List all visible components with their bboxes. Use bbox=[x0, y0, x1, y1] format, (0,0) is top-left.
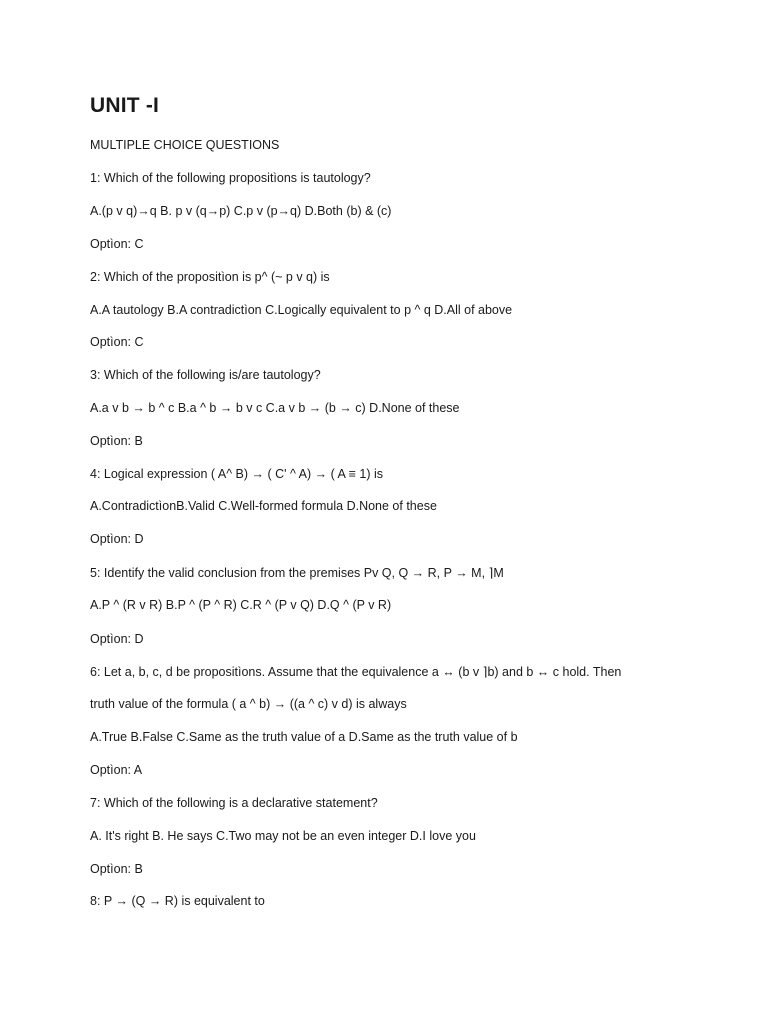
question-8: 8: P → (Q → R) is equivalent to bbox=[90, 894, 265, 908]
question-3: 3: Which of the following is/are tautology? bbox=[90, 368, 321, 382]
options-7: A. It's right B. He says C.Two may not be an even integer D.I love you bbox=[90, 829, 476, 843]
section-heading: MULTIPLE CHOICE QUESTIONS bbox=[90, 138, 280, 152]
options-1: A.(p v q)→q B. p v (q→p) C.p v (p→q) D.Both (b) & (c) bbox=[90, 204, 392, 218]
question-2: 2: Which of the propositìon is p^ (~ p v q) is bbox=[90, 270, 330, 284]
question-4: 4: Logical expression ( A^ B) → ( C' ^ A) → ( A ≡ 1) is bbox=[90, 467, 384, 481]
options-6: A.True B.False C.Same as the truth value of a D.Same as the truth value of b bbox=[90, 730, 518, 744]
answer-3: Optìon: B bbox=[90, 434, 143, 448]
question-7: 7: Which of the following is a declarative statement? bbox=[90, 796, 378, 810]
answer-4: Optìon: D bbox=[90, 532, 144, 546]
question-6-part-2: truth value of the formula ( a ^ b) → ((a ^ c) v d) is always bbox=[90, 697, 407, 711]
question-1: 1: Which of the following propositìons is tautology? bbox=[90, 171, 371, 185]
options-3: A.a v b → b ^ c B.a ^ b → b v c C.a v b → (b → c) D.None of these bbox=[90, 401, 460, 415]
answer-7: Optìon: B bbox=[90, 862, 143, 876]
answer-1: Optìon: C bbox=[90, 237, 144, 251]
question-5: 5: Identify the valid conclusion from the premises Pv Q, Q → R, P → M, ⌉M bbox=[90, 566, 504, 580]
options-5: A.P ^ (R v R) B.P ^ (P ^ R) C.R ^ (P v Q) D.Q ^ (P v R) bbox=[90, 598, 392, 612]
question-6-part-1: 6: Let a, b, c, d be propositìons. Assume that the equivalence a ↔ (b v ⌉b) and b ↔ c hold. Then bbox=[90, 665, 622, 679]
answer-2: Optìon: C bbox=[90, 335, 144, 349]
options-2: A.A tautology B.A contradictìon C.Logically equivalent to p ^ q D.All of above bbox=[90, 303, 513, 317]
answer-6: Optìon: A bbox=[90, 763, 143, 777]
unit-title: UNIT -I bbox=[90, 94, 160, 117]
options-4: A.ContradictìonB.Valid C.Well-formed formula D.None of these bbox=[90, 499, 437, 513]
answer-5: Optìon: D bbox=[90, 632, 144, 646]
